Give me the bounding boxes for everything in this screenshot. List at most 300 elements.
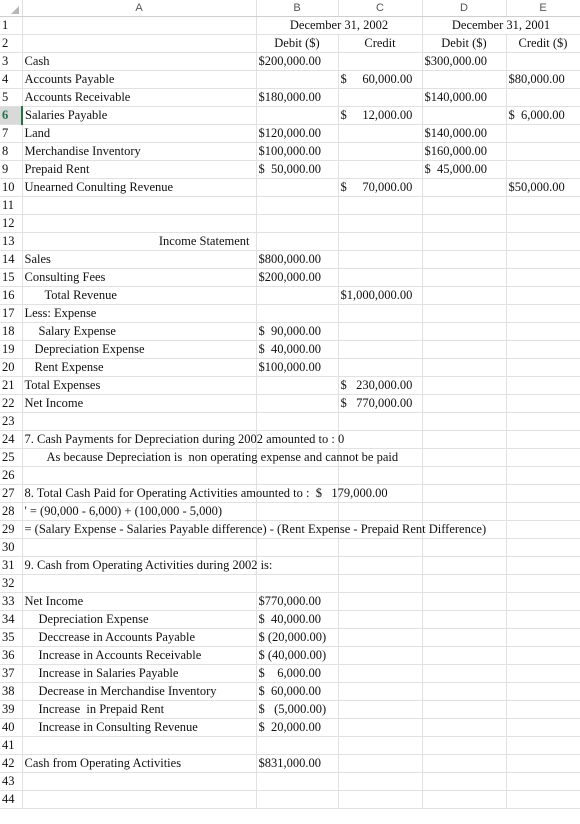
cell-e34[interactable] [506, 611, 580, 629]
cell-e12[interactable] [506, 215, 580, 233]
cell-b11[interactable] [256, 197, 338, 215]
sheet-row [0, 683, 580, 701]
cell-c26[interactable] [338, 467, 422, 485]
row-header[interactable]: 10 [0, 179, 22, 197]
sheet-row [0, 35, 580, 53]
cell-b9[interactable] [256, 161, 338, 179]
cell-d1-period-2001[interactable]: December 31, 2001 [422, 17, 580, 35]
column-header-e[interactable]: E [506, 0, 580, 17]
row-header[interactable]: 12 [0, 215, 22, 233]
cell-b33[interactable] [256, 593, 338, 611]
cell-b43[interactable] [256, 773, 338, 791]
cell-d10[interactable] [422, 179, 506, 197]
cell-c7[interactable] [338, 125, 422, 143]
cell-d41[interactable] [422, 737, 506, 755]
cell-d26[interactable] [422, 467, 506, 485]
cell-c8[interactable] [338, 143, 422, 161]
sheet-row [0, 377, 580, 395]
cell-e36[interactable] [506, 647, 580, 665]
cell-e15[interactable] [506, 269, 580, 287]
cell-d27[interactable] [422, 485, 506, 503]
cell-e17[interactable] [506, 305, 580, 323]
cell-d37[interactable] [422, 665, 506, 683]
cell-c44[interactable] [338, 791, 422, 809]
cell-a31[interactable] [22, 557, 273, 575]
row-header[interactable]: 36 [0, 647, 22, 665]
row-header[interactable]: 34 [0, 611, 22, 629]
row-header[interactable]: 11 [0, 197, 22, 215]
cell-a6[interactable] [22, 107, 256, 125]
cell-c4[interactable] [338, 71, 422, 89]
cell-text: Increase in Accounts Receivable [38, 648, 202, 662]
cell-b4[interactable] [256, 71, 338, 89]
cell-b30[interactable] [256, 539, 338, 557]
cell-b44[interactable] [256, 791, 338, 809]
row-header[interactable]: 15 [0, 269, 22, 287]
row-header[interactable]: 14 [0, 251, 22, 269]
cell-d12[interactable] [422, 215, 506, 233]
cell-text: Prepaid Rent [24, 162, 90, 176]
cell-a17[interactable] [22, 305, 256, 323]
cell-d40[interactable] [422, 719, 506, 737]
cell-a32[interactable] [22, 575, 256, 593]
cell-b3[interactable] [256, 53, 338, 71]
cell-e31[interactable] [506, 557, 580, 575]
cell-a8[interactable] [22, 143, 256, 161]
cell-d25[interactable] [422, 449, 506, 467]
cell-c35[interactable] [338, 629, 422, 647]
sheet-row [0, 557, 580, 575]
cell-d33[interactable] [422, 593, 506, 611]
sheet-row [0, 233, 580, 251]
cell-d21[interactable] [422, 377, 506, 395]
cell-e43[interactable] [506, 773, 580, 791]
sheet-row [0, 485, 580, 503]
cell-a44[interactable] [22, 791, 256, 809]
cell-d14[interactable] [422, 251, 506, 269]
cell-a11[interactable] [22, 197, 256, 215]
row-header[interactable]: 42 [0, 755, 22, 773]
cell-a5[interactable] [22, 89, 256, 107]
cell-b5[interactable] [256, 89, 338, 107]
row-header[interactable]: 19 [0, 341, 22, 359]
row-header[interactable]: 9 [0, 161, 22, 179]
cell-b36[interactable] [256, 647, 338, 665]
cell-c22[interactable] [338, 395, 422, 413]
cell-b20[interactable] [256, 359, 338, 377]
row-header[interactable]: 6 [0, 107, 22, 125]
cell-text: As because Depreciation is non operating expense and cannot be paid [46, 450, 399, 464]
cell-b41[interactable] [256, 737, 338, 755]
cell-a4[interactable] [22, 71, 256, 89]
row-header[interactable]: 18 [0, 323, 22, 341]
cell-value: $50,000.00 [508, 180, 565, 194]
cell-a42[interactable] [22, 755, 256, 773]
cell-c28[interactable] [338, 503, 422, 521]
cell-e25[interactable] [506, 449, 580, 467]
cell-c23[interactable] [338, 413, 422, 431]
cell-e14[interactable] [506, 251, 580, 269]
row-header[interactable]: 21 [0, 377, 22, 395]
cell-text: Net Income [24, 594, 84, 608]
cell-a9[interactable] [22, 161, 256, 179]
cell-d17[interactable] [422, 305, 506, 323]
cell-c3[interactable] [338, 53, 422, 71]
row-header[interactable]: 28 [0, 503, 22, 521]
cell-value: $ 40,000.00 [258, 342, 321, 356]
cell-b7[interactable] [256, 125, 338, 143]
cell-b2-debit-header[interactable]: Debit ($) [256, 35, 338, 53]
cell-a16[interactable] [22, 287, 256, 305]
cell-a7[interactable] [22, 125, 256, 143]
sheet-row [0, 539, 580, 557]
cell-b14[interactable] [256, 251, 338, 269]
cell-c5[interactable] [338, 89, 422, 107]
cell-e8[interactable] [506, 143, 580, 161]
cell-b18[interactable] [256, 323, 338, 341]
cell-d6[interactable] [422, 107, 506, 125]
column-header-c[interactable]: C [338, 0, 422, 17]
cell-b6[interactable] [256, 107, 338, 125]
cell-a30[interactable] [22, 539, 256, 557]
cell-c39[interactable] [338, 701, 422, 719]
cell-text: Unearned Conulting Revenue [24, 180, 174, 194]
cell-e19[interactable] [506, 341, 580, 359]
cell-e32[interactable] [506, 575, 580, 593]
cell-a28[interactable] [22, 503, 256, 521]
cell-c40[interactable] [338, 719, 422, 737]
cell-value: $ 50,000.00 [258, 162, 321, 176]
cell-e4[interactable] [506, 71, 580, 89]
row-header[interactable]: 31 [0, 557, 22, 575]
row-header[interactable]: 2 [0, 35, 22, 53]
cell-b42[interactable] [256, 755, 338, 773]
cell-b28[interactable] [256, 503, 338, 521]
row-header[interactable]: 16 [0, 287, 22, 305]
cell-c43[interactable] [338, 773, 422, 791]
cell-c38[interactable] [338, 683, 422, 701]
cell-d20[interactable] [422, 359, 506, 377]
cell-a23[interactable] [22, 413, 256, 431]
cell-a22[interactable] [22, 395, 256, 413]
cell-a27[interactable] [22, 485, 388, 503]
sheet-row [0, 197, 580, 215]
cell-value: $831,000.00 [258, 756, 321, 770]
cell-c34[interactable] [338, 611, 422, 629]
cell-a2[interactable] [22, 35, 256, 53]
cell-e6[interactable] [506, 107, 580, 125]
cell-e40[interactable] [506, 719, 580, 737]
row-header[interactable]: 33 [0, 593, 22, 611]
cell-c42[interactable] [338, 755, 422, 773]
cell-e3[interactable] [506, 53, 580, 71]
cell-e33[interactable] [506, 593, 580, 611]
row-header[interactable]: 24 [0, 431, 22, 449]
cell-value: $770,000.00 [258, 594, 321, 608]
cell-d2-debit-header[interactable]: Debit ($) [422, 35, 506, 53]
cell-c20[interactable] [338, 359, 422, 377]
cell-e26[interactable] [506, 467, 580, 485]
cell-e23[interactable] [506, 413, 580, 431]
row-header[interactable]: 27 [0, 485, 22, 503]
row-header[interactable]: 40 [0, 719, 22, 737]
cell-e24[interactable] [506, 431, 580, 449]
cell-e21[interactable] [506, 377, 580, 395]
cell-c19[interactable] [338, 341, 422, 359]
cell-a41[interactable] [22, 737, 256, 755]
cell-d23[interactable] [422, 413, 506, 431]
cell-b19[interactable] [256, 341, 338, 359]
cell-d4[interactable] [422, 71, 506, 89]
cell-c17[interactable] [338, 305, 422, 323]
cell-a36[interactable] [22, 647, 256, 665]
cell-text: Land [24, 126, 51, 140]
cell-c36[interactable] [338, 647, 422, 665]
cell-d42[interactable] [422, 755, 506, 773]
cell-b16[interactable] [256, 287, 338, 305]
cell-c33[interactable] [338, 593, 422, 611]
cell-a15[interactable] [22, 269, 256, 287]
row-header[interactable]: 26 [0, 467, 22, 485]
row-header[interactable]: 4 [0, 71, 22, 89]
row-header[interactable]: 22 [0, 395, 22, 413]
cell-d32[interactable] [422, 575, 506, 593]
cell-c10[interactable] [338, 179, 422, 197]
cell-b34[interactable] [256, 611, 338, 629]
cell-e16[interactable] [506, 287, 580, 305]
cell-e13[interactable] [506, 233, 580, 251]
cell-b38[interactable] [256, 683, 338, 701]
cell-c6[interactable] [338, 107, 422, 125]
cell-c11[interactable] [338, 197, 422, 215]
cell-b32[interactable] [256, 575, 338, 593]
cell-d22[interactable] [422, 395, 506, 413]
cell-e41[interactable] [506, 737, 580, 755]
cell-e10[interactable] [506, 179, 580, 197]
column-header-a[interactable]: A [22, 0, 256, 17]
cell-d34[interactable] [422, 611, 506, 629]
sheet-row [0, 53, 580, 71]
sheet-row [0, 251, 580, 269]
cell-d39[interactable] [422, 701, 506, 719]
select-all-triangle-icon [11, 6, 19, 14]
cell-a14[interactable] [22, 251, 256, 269]
cell-d24[interactable] [422, 431, 506, 449]
cell-d15[interactable] [422, 269, 506, 287]
row-header[interactable]: 37 [0, 665, 22, 683]
sheet-row [0, 305, 580, 323]
row-header[interactable]: 13 [0, 233, 22, 251]
cell-b35[interactable] [256, 629, 338, 647]
cell-a26[interactable] [22, 467, 256, 485]
cell-a40[interactable] [22, 719, 256, 737]
cell-d38[interactable] [422, 683, 506, 701]
row-header[interactable]: 5 [0, 89, 22, 107]
cell-c13[interactable] [338, 233, 422, 251]
cell-a37[interactable] [22, 665, 256, 683]
cell-d5[interactable] [422, 89, 506, 107]
cell-d36[interactable] [422, 647, 506, 665]
cell-e7[interactable] [506, 125, 580, 143]
row-header[interactable]: 20 [0, 359, 22, 377]
cell-value: $180,000.00 [258, 90, 321, 104]
cell-d28[interactable] [422, 503, 506, 521]
cell-a18[interactable] [22, 323, 256, 341]
cell-e5[interactable] [506, 89, 580, 107]
column-header-b[interactable]: B [256, 0, 338, 17]
cell-c41[interactable] [338, 737, 422, 755]
cell-value: $800,000.00 [258, 252, 321, 266]
cell-d16[interactable] [422, 287, 506, 305]
cell-c18[interactable] [338, 323, 422, 341]
cell-b21[interactable] [256, 377, 338, 395]
cell-text: Less: Expense [24, 306, 97, 320]
cell-e42[interactable] [506, 755, 580, 773]
cell-d43[interactable] [422, 773, 506, 791]
sheet-row [0, 755, 580, 773]
cell-d11[interactable] [422, 197, 506, 215]
cell-a12[interactable] [22, 215, 256, 233]
cell-b13[interactable] [256, 233, 338, 251]
cell-c14[interactable] [338, 251, 422, 269]
cell-b1-period-2002[interactable]: December 31, 2002 [256, 17, 422, 35]
cell-b10[interactable] [256, 179, 338, 197]
cell-c24[interactable] [338, 431, 422, 449]
cell-e2-credit-header[interactable]: Credit ($) [506, 35, 580, 53]
row-header[interactable]: 1 [0, 17, 22, 35]
cell-a24[interactable] [22, 431, 345, 449]
sheet-row [0, 161, 580, 179]
cell-b39[interactable] [256, 701, 338, 719]
sheet-row [0, 215, 580, 233]
row-header[interactable]: 29 [0, 521, 22, 539]
cell-a19[interactable] [22, 341, 256, 359]
row-header[interactable]: 32 [0, 575, 22, 593]
cell-b15[interactable] [256, 269, 338, 287]
cell-b17[interactable] [256, 305, 338, 323]
cell-d35[interactable] [422, 629, 506, 647]
column-header-d[interactable]: D [422, 0, 506, 17]
cell-c16[interactable] [338, 287, 422, 305]
cell-e38[interactable] [506, 683, 580, 701]
cell-b22[interactable] [256, 395, 338, 413]
cell-c21[interactable] [338, 377, 422, 395]
cell-d44[interactable] [422, 791, 506, 809]
cell-c32[interactable] [338, 575, 422, 593]
cell-e20[interactable] [506, 359, 580, 377]
sheet-row [0, 413, 580, 431]
sheet-row [0, 269, 580, 287]
row-header[interactable]: 43 [0, 773, 22, 791]
row-header[interactable]: 41 [0, 737, 22, 755]
cell-a1[interactable] [22, 17, 256, 35]
cell-b37[interactable] [256, 665, 338, 683]
row-header[interactable]: 23 [0, 413, 22, 431]
row-header[interactable]: 17 [0, 305, 22, 323]
cell-c12[interactable] [338, 215, 422, 233]
cell-a34[interactable] [22, 611, 256, 629]
cell-b40[interactable] [256, 719, 338, 737]
select-all-corner[interactable] [0, 0, 22, 17]
cell-a13[interactable] [22, 233, 256, 251]
cell-d9[interactable] [422, 161, 506, 179]
cell-c2-credit-header[interactable]: Credit [338, 35, 422, 53]
cell-text: Consulting Fees [24, 270, 106, 284]
cell-d19[interactable] [422, 341, 506, 359]
cell-a25[interactable] [22, 449, 399, 467]
cell-a39[interactable] [22, 701, 256, 719]
cell-e35[interactable] [506, 629, 580, 647]
row-header[interactable]: 8 [0, 143, 22, 161]
cell-d3[interactable] [422, 53, 506, 71]
cell-a33[interactable] [22, 593, 256, 611]
cell-e18[interactable] [506, 323, 580, 341]
row-header[interactable]: 3 [0, 53, 22, 71]
cell-e37[interactable] [506, 665, 580, 683]
row-header[interactable]: 7 [0, 125, 22, 143]
cell-text: Accounts Receivable [24, 90, 131, 104]
cell-c15[interactable] [338, 269, 422, 287]
cell-value: $ 6,000.00 [508, 108, 565, 122]
sheet-row [0, 395, 580, 413]
cell-e39[interactable] [506, 701, 580, 719]
cell-d13[interactable] [422, 233, 506, 251]
cell-b12[interactable] [256, 215, 338, 233]
row-header[interactable]: 38 [0, 683, 22, 701]
cell-a3[interactable] [22, 53, 256, 71]
cell-b26[interactable] [256, 467, 338, 485]
cell-e28[interactable] [506, 503, 580, 521]
cell-e9[interactable] [506, 161, 580, 179]
cell-d30[interactable] [422, 539, 506, 557]
cell-text: Depreciation Expense [34, 342, 145, 356]
cell-a21[interactable] [22, 377, 256, 395]
cell-a35[interactable] [22, 629, 256, 647]
row-header[interactable]: 39 [0, 701, 22, 719]
row-header[interactable]: 25 [0, 449, 22, 467]
cell-a43[interactable] [22, 773, 256, 791]
row-header[interactable]: 30 [0, 539, 22, 557]
cell-a20[interactable] [22, 359, 256, 377]
sheet-row [0, 773, 580, 791]
cell-c37[interactable] [338, 665, 422, 683]
cell-text: ' = (90,000 - 6,000) + (100,000 - 5,000) [24, 504, 223, 518]
cell-value: $80,000.00 [508, 72, 565, 86]
sheet-row [0, 341, 580, 359]
cell-d31[interactable] [422, 557, 506, 575]
cell-c31[interactable] [338, 557, 422, 575]
cell-d8[interactable] [422, 143, 506, 161]
row-header[interactable]: 44 [0, 791, 22, 809]
cell-e29[interactable] [506, 521, 580, 539]
cell-a38[interactable] [22, 683, 256, 701]
cell-a10[interactable] [22, 179, 256, 197]
cell-d7[interactable] [422, 125, 506, 143]
cell-e22[interactable] [506, 395, 580, 413]
cell-e11[interactable] [506, 197, 580, 215]
cell-a29[interactable] [22, 521, 487, 539]
cell-e27[interactable] [506, 485, 580, 503]
cell-e30[interactable] [506, 539, 580, 557]
cell-b23[interactable] [256, 413, 338, 431]
cell-b8[interactable] [256, 143, 338, 161]
sheet-row [0, 71, 580, 89]
cell-e44[interactable] [506, 791, 580, 809]
row-header[interactable]: 35 [0, 629, 22, 647]
cell-c30[interactable] [338, 539, 422, 557]
cell-c9[interactable] [338, 161, 422, 179]
cell-d18[interactable] [422, 323, 506, 341]
